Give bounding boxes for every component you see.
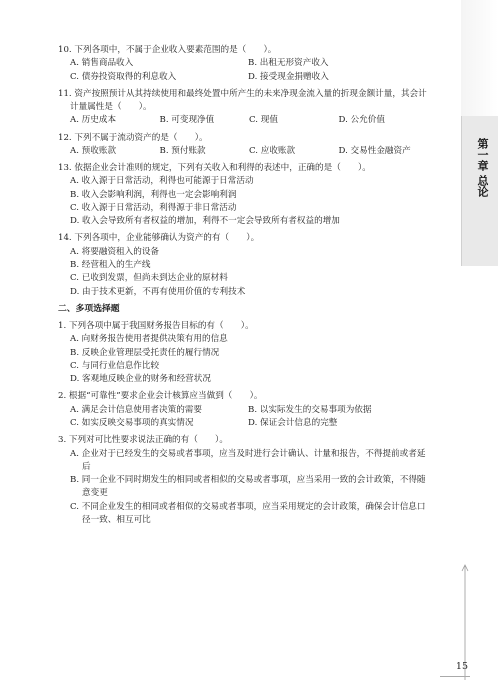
side-margin-shade [461, 0, 498, 116]
section-title-multiple-choice: 二、多项选择题 [58, 303, 120, 314]
option-a: A. 满足会计信息使用者决策的需要 [70, 404, 202, 415]
question-stem: 3. 下列对可比性要求说法正确的有（ ）。 [58, 435, 228, 446]
option-c: C. 如实反映交易事项的真实情况 [70, 418, 194, 429]
multi-question-2 [58, 390, 428, 430]
option-b: B. 经营租入的生产线 [70, 260, 151, 271]
option-b: B. 同一企业不同时期发生的相同或者相似的交易或者事项，应当采用一致的会计政策，不得随意变更 [70, 475, 426, 499]
option-d: D. 公允价值 [338, 115, 385, 126]
question-stem: 2. 根据“可靠性”要求企业会计核算应当做到（ ）。 [58, 391, 263, 402]
option-b: B. 预付账款 [159, 145, 206, 156]
option-a: A. 预收账款 [70, 145, 117, 156]
option-a: A. 将要融资租入的设备 [70, 246, 160, 257]
option-c: C. 收入源于日常活动，利得源于非日常活动 [70, 202, 237, 213]
option-a: A. 向财务报告使用者提供决策有用的信息 [70, 334, 228, 345]
option-d: D. 由于技术更新，不再有使用价值的专利技术 [70, 286, 246, 297]
question-stem: 12. 下列不属于流动资产的是（ ）。 [58, 132, 208, 143]
option-c: C. 应收账款 [249, 145, 296, 156]
option-c: C. 不同企业发生的相同或者相似的交易或者事项，应当采用规定的会计政策，确保会计信息口径一致、相互可比 [70, 501, 426, 526]
multi-question-1 [58, 320, 428, 386]
question-11 [58, 88, 428, 128]
question-12 [58, 132, 428, 159]
option-b: B. 反映企业管理层受托责任的履行情况 [70, 347, 220, 358]
option-a: A. 企业对于已经发生的交易或者事项，应当及时进行会计确认、计量和报告，不得提前或者延后 [70, 448, 426, 472]
option-b: B. 以实际发生的交易事项为依据 [248, 404, 372, 415]
question-13 [58, 162, 428, 228]
option-c: C. 与同行业信息作比较 [70, 360, 160, 371]
option-a: A. 收入源于日常活动，利得也可能源于日常活动 [70, 176, 254, 187]
option-b: B. 可变现净值 [159, 115, 215, 126]
option-d: D. 收入会导致所有者权益的增加，利得不一定会导致所有者权益的增加 [70, 216, 340, 227]
option-a: A. 销售商品收入 [70, 58, 134, 69]
question-stem: 1. 下列各项中属于我国财务报告目标的有（ ）。 [58, 321, 254, 332]
multi-question-3 [58, 434, 428, 527]
question-stem: 10. 下列各项中，不属于企业收入要素范围的是（ ）。 [58, 45, 277, 55]
option-d: D. 接受现金捐赠收入 [248, 71, 329, 82]
option-c: C. 已收到发票，但尚未到达企业的原材料 [70, 273, 228, 284]
question-stem: 14. 下列各项中，企业能够确认为资产的有（ ）。 [58, 233, 260, 244]
page-number-rule [440, 676, 470, 677]
option-a: A. 历史成本 [70, 115, 117, 126]
option-b: B. 出租无形资产收入 [248, 58, 329, 69]
option-d: D. 保证会计信息的完整 [248, 418, 338, 429]
question-stem: 11. 资产按照预计从其持续使用和最终处置中所产生的未来净现金流入量的折现金额计量，其会计计量属性是（ ）。 [58, 88, 427, 113]
question-14 [58, 232, 428, 298]
option-c: C. 债券投资取得的利息收入 [70, 71, 177, 82]
question-10 [58, 44, 428, 84]
option-d: D. 交易性金融资产 [338, 145, 411, 156]
option-c: C. 现值 [249, 115, 278, 126]
chapter-side-tab-label: 第一章 总论 [476, 138, 489, 197]
option-d: D. 客观地反映企业的财务和经营状况 [70, 374, 211, 385]
chapter-side-tab [461, 116, 498, 266]
page-number: 15 [455, 661, 468, 672]
question-content [58, 44, 428, 531]
option-b: B. 收入会影响利润，利得也一定会影响利润 [70, 189, 237, 200]
question-stem: 13. 依据企业会计准则的规定，下列有关收入和利得的表述中，正确的是（ ）。 [58, 163, 371, 174]
